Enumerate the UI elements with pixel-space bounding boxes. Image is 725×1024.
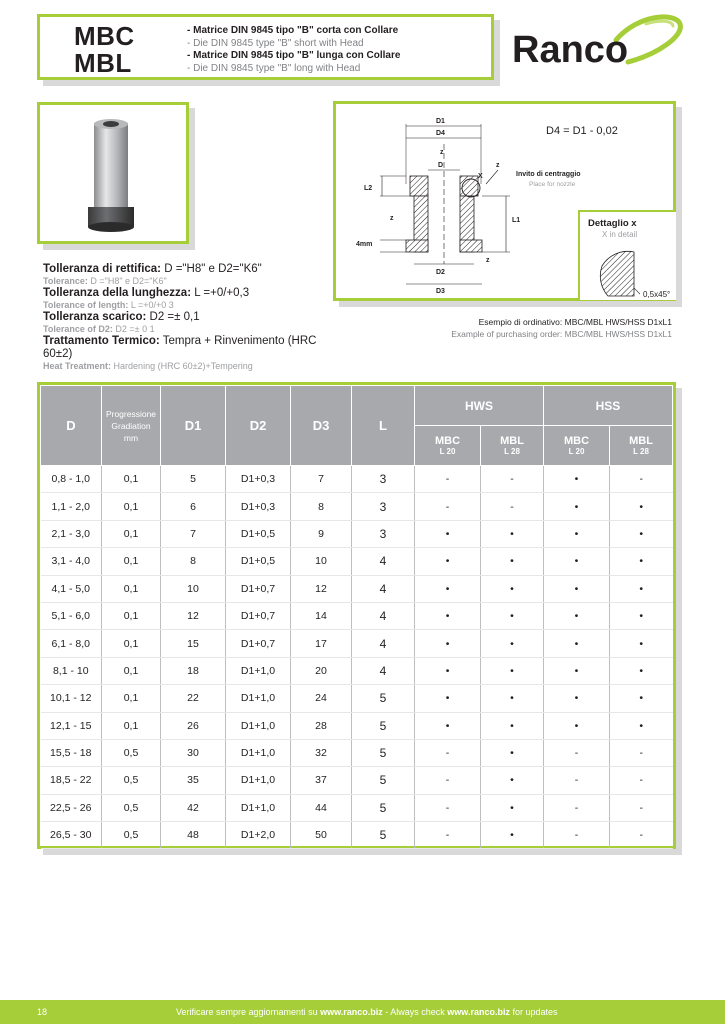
table-cell: 26	[161, 712, 226, 739]
table-cell: 35	[161, 767, 226, 794]
table-cell: D1+2,0	[226, 822, 291, 849]
table-cell: 37	[291, 767, 352, 794]
table-cell: •	[543, 657, 609, 684]
table-cell: 18	[161, 657, 226, 684]
table-cell: 0,8 - 1,0	[41, 466, 102, 493]
table-cell: 8	[291, 493, 352, 520]
table-cell: 4	[352, 630, 415, 657]
table-row	[41, 767, 673, 794]
page-footer	[0, 1000, 725, 1024]
table-row	[41, 602, 673, 629]
table-cell: 10	[291, 548, 352, 575]
table-cell: •	[481, 712, 544, 739]
table-cell: -	[610, 767, 673, 794]
table-row	[41, 712, 673, 739]
table-cell: 50	[291, 822, 352, 849]
table-cell: 4	[352, 575, 415, 602]
table-cell: 10,1 - 12	[41, 685, 102, 712]
table-cell: •	[415, 685, 481, 712]
label-d: D	[438, 162, 444, 169]
product-code-mbc: MBC	[74, 21, 135, 51]
table-cell: •	[481, 575, 544, 602]
table-cell: •	[543, 493, 609, 520]
table-cell: 8,1 - 10	[41, 657, 102, 684]
spec-1-it: Tolleranza di rettifica: D ="H8" e D2="K6"	[43, 263, 262, 275]
table-cell: 0,1	[102, 466, 161, 493]
table-cell: -	[415, 466, 481, 493]
table-cell: 14	[291, 602, 352, 629]
table-cell: 0,1	[102, 630, 161, 657]
order-example	[380, 316, 672, 340]
desc-line-2: - Die DIN 9845 type "B" short with Head	[187, 37, 364, 49]
header-hws-mbl: MBL L 28	[481, 426, 544, 466]
table-cell: -	[415, 739, 481, 766]
table-cell: 3	[352, 466, 415, 493]
table-cell: 28	[291, 712, 352, 739]
table-cell: -	[415, 794, 481, 821]
label-d2: D2	[436, 269, 445, 276]
product-image	[80, 115, 150, 235]
table-cell: 5	[352, 739, 415, 766]
table-cell: •	[415, 575, 481, 602]
table-cell: 0,1	[102, 493, 161, 520]
order-example-en: Example of purchasing order: MBC/MBL HWS/HSS D1xL1	[451, 329, 672, 339]
table-cell: 0,1	[102, 685, 161, 712]
label-z-nozzle: z	[496, 162, 500, 169]
label-z-top: z	[440, 149, 444, 156]
table-cell: •	[415, 657, 481, 684]
table-cell: 24	[291, 685, 352, 712]
table-row	[41, 657, 673, 684]
table-cell: D1+1,0	[226, 685, 291, 712]
table-row	[41, 630, 673, 657]
table-cell: 0,5	[102, 794, 161, 821]
table-cell: •	[543, 602, 609, 629]
table-row	[41, 466, 673, 493]
table-cell: 6,1 - 8,0	[41, 630, 102, 657]
spec-2-en: Tolerance of length: L =+0/+0 3	[43, 300, 174, 310]
table-cell: 5	[161, 466, 226, 493]
table-cell: 22	[161, 685, 226, 712]
table-cell: 32	[291, 739, 352, 766]
label-4mm: 4mm	[356, 241, 373, 248]
table-cell: •	[610, 493, 673, 520]
dimensions-table	[40, 385, 673, 849]
table-cell: 8	[161, 548, 226, 575]
table-cell: 0,1	[102, 657, 161, 684]
desc-line-3: - Matrice DIN 9845 tipo "B" lunga con Collare	[187, 50, 401, 61]
table-cell: D1+1,0	[226, 739, 291, 766]
spec-3-it: Tolleranza scarico: D2 =± 0,1	[43, 311, 200, 323]
table-cell: D1+1,0	[226, 657, 291, 684]
label-d4: D4	[436, 130, 445, 137]
detail-title: Dettaglio x	[588, 218, 637, 229]
table-cell: 5	[352, 794, 415, 821]
table-cell: 30	[161, 739, 226, 766]
label-d1: D1	[436, 118, 445, 125]
page-number: 18	[37, 1007, 48, 1017]
table-cell: 5,1 - 6,0	[41, 602, 102, 629]
footer-link-1[interactable]: www.ranco.biz	[320, 1007, 383, 1017]
header-hws: HWS	[415, 386, 544, 426]
header-hws-mbc: MBC L 20	[415, 426, 481, 466]
table-cell: 15	[161, 630, 226, 657]
table-cell: -	[543, 794, 609, 821]
d4-formula: D4 = D1 - 0,02	[546, 125, 618, 137]
table-cell: -	[481, 493, 544, 520]
table-cell: •	[543, 575, 609, 602]
table-cell: D1+1,0	[226, 767, 291, 794]
table-cell: D1+0,5	[226, 548, 291, 575]
header-hss-mbc: MBC L 20	[543, 426, 609, 466]
table-cell: 0,1	[102, 520, 161, 547]
spec-3-en: Tolerance of D2: D2 =± 0 1	[43, 324, 155, 334]
table-cell: D1+0,7	[226, 575, 291, 602]
label-l1: L1	[512, 217, 521, 224]
table-row	[41, 548, 673, 575]
table-cell: D1+1,0	[226, 712, 291, 739]
table-cell: D1+0,5	[226, 520, 291, 547]
header-panel	[37, 14, 494, 80]
table-cell: •	[481, 630, 544, 657]
label-z-bottom: z	[486, 257, 490, 264]
header-d3: D3	[291, 386, 352, 466]
table-cell: •	[481, 822, 544, 849]
table-cell: -	[610, 822, 673, 849]
table-cell: 4	[352, 602, 415, 629]
table-cell: 26,5 - 30	[41, 822, 102, 849]
nozzle-label-en: Place for nozzle	[529, 181, 576, 188]
header-d: D	[41, 386, 102, 466]
table-cell: 7	[291, 466, 352, 493]
table-cell: •	[481, 602, 544, 629]
table-cell: -	[610, 794, 673, 821]
table-cell: 0,5	[102, 767, 161, 794]
table-row	[41, 739, 673, 766]
table-cell: •	[610, 520, 673, 547]
detail-x-panel	[578, 210, 676, 300]
product-code-mbl: MBL	[74, 48, 132, 78]
table-cell: 17	[291, 630, 352, 657]
header-hss-mbl: MBL L 28	[610, 426, 673, 466]
table-cell: 5	[352, 822, 415, 849]
table-cell: -	[543, 767, 609, 794]
label-d3: D3	[436, 288, 445, 295]
table-cell: 48	[161, 822, 226, 849]
table-cell: •	[610, 630, 673, 657]
table-row	[41, 493, 673, 520]
table-cell: •	[543, 520, 609, 547]
table-cell: •	[543, 466, 609, 493]
table-cell: •	[415, 712, 481, 739]
table-cell: •	[610, 575, 673, 602]
table-cell: -	[543, 739, 609, 766]
table-cell: 0,5	[102, 739, 161, 766]
table-cell: 4	[352, 657, 415, 684]
table-cell: 12,1 - 15	[41, 712, 102, 739]
table-cell: 22,5 - 26	[41, 794, 102, 821]
table-cell: •	[543, 630, 609, 657]
table-cell: •	[610, 602, 673, 629]
table-cell: 12	[161, 602, 226, 629]
table-cell: 42	[161, 794, 226, 821]
table-cell: •	[415, 520, 481, 547]
table-cell: 0,5	[102, 822, 161, 849]
header-hss: HSS	[543, 386, 672, 426]
table-cell: •	[415, 548, 481, 575]
table-cell: •	[543, 548, 609, 575]
table-cell: 20	[291, 657, 352, 684]
header-progression: Progressione Gradiation mm	[102, 386, 161, 466]
table-row	[41, 822, 673, 849]
table-cell: -	[481, 466, 544, 493]
table-row	[41, 520, 673, 547]
footer-link-2[interactable]: www.ranco.biz	[447, 1007, 510, 1017]
table-cell: 4	[352, 548, 415, 575]
table-cell: 3	[352, 520, 415, 547]
table-cell: 1,1 - 2,0	[41, 493, 102, 520]
table-cell: 0,1	[102, 712, 161, 739]
table-cell: •	[481, 548, 544, 575]
label-l2: L2	[364, 185, 373, 192]
product-description	[187, 25, 487, 75]
spec-1-en: Tolerance: D ="H8" e D2="K6"	[43, 276, 167, 286]
detail-subtitle: X in detail	[602, 230, 638, 239]
technical-drawing-panel	[333, 101, 676, 301]
table-cell: •	[481, 685, 544, 712]
table-cell: •	[610, 548, 673, 575]
table-cell: -	[415, 493, 481, 520]
table-cell: 10	[161, 575, 226, 602]
order-example-it: Esempio di ordinativo: MBC/MBL HWS/HSS D1xL1	[478, 317, 672, 327]
table-cell: 6	[161, 493, 226, 520]
table-cell: -	[415, 767, 481, 794]
table-row	[41, 575, 673, 602]
spec-4-it: Trattamento Termico: Tempra + Rinvenimento (HRC 60±2)	[43, 335, 317, 360]
table-row	[41, 794, 673, 821]
table-cell: •	[481, 767, 544, 794]
table-cell: 0,1	[102, 548, 161, 575]
table-cell: 2,1 - 3,0	[41, 520, 102, 547]
table-cell: 12	[291, 575, 352, 602]
table-cell: 0,1	[102, 602, 161, 629]
table-cell: •	[610, 685, 673, 712]
table-cell: 4,1 - 5,0	[41, 575, 102, 602]
spec-4-en: Heat Treatment: Hardening (HRC 60±2)+Tempering	[43, 361, 253, 371]
table-cell: •	[543, 712, 609, 739]
table-cell: -	[610, 466, 673, 493]
table-cell: D1+0,7	[226, 630, 291, 657]
table-cell: •	[481, 739, 544, 766]
table-body	[41, 466, 673, 849]
header-d1: D1	[161, 386, 226, 466]
spec-2-it: Tolleranza della lunghezza: L =+0/+0,3	[43, 287, 250, 299]
header-l: L	[352, 386, 415, 466]
table-cell: -	[415, 822, 481, 849]
nozzle-label-it: Invito di centraggio	[516, 171, 581, 178]
specs-block	[43, 263, 343, 372]
header-d2: D2	[226, 386, 291, 466]
table-cell: D1+0,3	[226, 466, 291, 493]
table-cell: 18,5 - 22	[41, 767, 102, 794]
product-photo-panel	[37, 102, 189, 244]
table-cell: •	[481, 520, 544, 547]
table-cell: 15,5 - 18	[41, 739, 102, 766]
table-cell: 5	[352, 685, 415, 712]
table-cell: •	[415, 630, 481, 657]
dimensions-table-panel	[37, 382, 676, 849]
label-x: X	[478, 173, 483, 180]
table-cell: D1+1,0	[226, 794, 291, 821]
table-cell: 44	[291, 794, 352, 821]
table-cell: -	[610, 739, 673, 766]
table-cell: 3,1 - 4,0	[41, 548, 102, 575]
table-row	[41, 685, 673, 712]
table-cell: •	[415, 602, 481, 629]
table-cell: •	[610, 657, 673, 684]
table-cell: D1+0,3	[226, 493, 291, 520]
table-cell: 0,1	[102, 575, 161, 602]
table-cell: 5	[352, 767, 415, 794]
ranco-logo	[508, 10, 688, 78]
logo-wordmark: Ranco	[512, 29, 629, 71]
footer-note: Verificare sempre aggiornamenti su www.ranco.biz - Always check www.ranco.biz for updates	[176, 1007, 558, 1017]
chamfer-label: 0,5x45°	[643, 290, 671, 299]
table-cell: •	[481, 657, 544, 684]
desc-line-1: - Matrice DIN 9845 tipo "B" corta con Collare	[187, 25, 399, 36]
table-cell: 9	[291, 520, 352, 547]
label-z-side: z	[390, 215, 394, 222]
table-cell: 5	[352, 712, 415, 739]
table-cell: •	[481, 794, 544, 821]
table-cell: D1+0,7	[226, 602, 291, 629]
table-cell: •	[543, 685, 609, 712]
table-cell: •	[610, 712, 673, 739]
table-cell: -	[543, 822, 609, 849]
table-cell: 3	[352, 493, 415, 520]
desc-line-4: - Die DIN 9845 type "B" long with Head	[187, 62, 361, 74]
table-cell: 7	[161, 520, 226, 547]
